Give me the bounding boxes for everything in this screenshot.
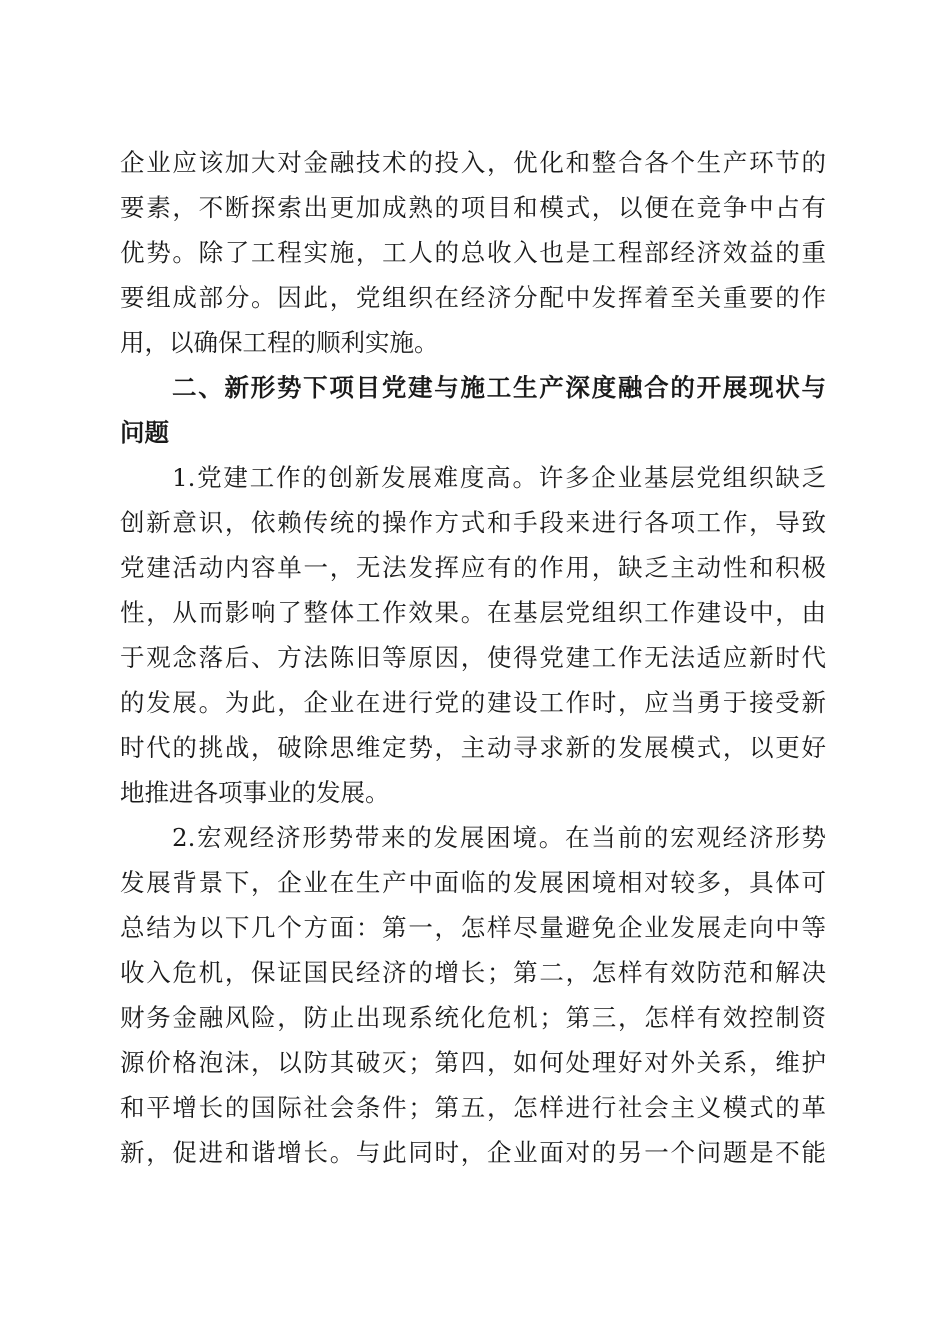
text-line: 用，以确保工程的顺利实施。 <box>120 328 439 357</box>
text-line: 财务金融风险，防止出现系统化危机；第三，怎样有效控制资 <box>120 1003 826 1032</box>
heading-line: 二、新形势下项目党建与施工生产深度融合的开展现状与 <box>172 373 826 402</box>
heading-line: 问题 <box>120 418 169 447</box>
text-line: 收入危机，保证国民经济的增长；第二，怎样有效防范和解决 <box>120 958 826 987</box>
text-line: 1.党建工作的创新发展难度高。许多企业基层党组织缺乏 <box>172 463 826 492</box>
text-line: 源价格泡沫，以防其破灭；第四，如何处理好对外关系，维护 <box>120 1048 826 1077</box>
text-line: 优势。除了工程实施，工人的总收入也是工程部经济效益的重 <box>120 238 826 267</box>
document-page <box>120 140 826 1175</box>
text-line: 党建活动内容单一，无法发挥应有的作用，缺乏主动性和积极 <box>120 553 826 582</box>
text-line: 2.宏观经济形势带来的发展困境。在当前的宏观经济形势 <box>172 823 826 852</box>
text-line: 发展背景下，企业在生产中面临的发展困境相对较多，具体可 <box>120 868 826 897</box>
text-line: 于观念落后、方法陈旧等原因，使得党建工作无法适应新时代 <box>120 643 826 672</box>
text-line: 新，促进和谐增长。与此同时，企业面对的另一个问题是不能 <box>120 1138 826 1167</box>
text-line: 和平增长的国际社会条件；第五，怎样进行社会主义模式的革 <box>120 1093 826 1122</box>
text-line: 性，从而影响了整体工作效果。在基层党组织工作建设中，由 <box>120 598 826 627</box>
paragraph-intro <box>120 140 826 365</box>
text-line: 要素，不断探索出更加成熟的项目和模式，以便在竞争中占有 <box>120 193 826 222</box>
text-line: 创新意识，依赖传统的操作方式和手段来进行各项工作，导致 <box>120 508 826 537</box>
paragraph-point-2 <box>120 815 826 1175</box>
text-line: 企业应该加大对金融技术的投入，优化和整合各个生产环节的 <box>120 148 826 177</box>
paragraph-point-1 <box>120 455 826 815</box>
text-line: 的发展。为此，企业在进行党的建设工作时，应当勇于接受新 <box>120 688 826 717</box>
section-heading <box>120 365 826 455</box>
text-line: 地推进各项事业的发展。 <box>120 778 390 807</box>
text-line: 要组成部分。因此，党组织在经济分配中发挥着至关重要的作 <box>120 283 826 312</box>
text-line: 总结为以下几个方面：第一，怎样尽量避免企业发展走向中等 <box>120 913 826 942</box>
text-line: 时代的挑战，破除思维定势，主动寻求新的发展模式，以更好 <box>120 733 826 762</box>
